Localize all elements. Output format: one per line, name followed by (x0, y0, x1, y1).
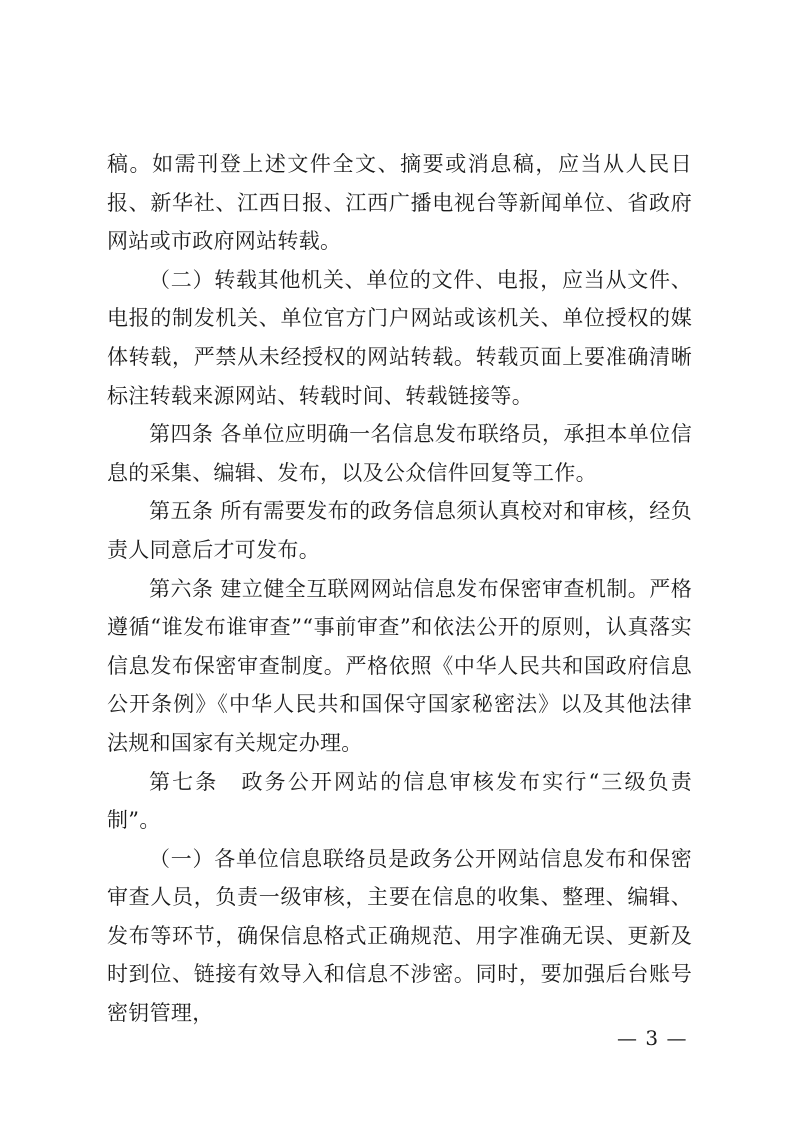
paragraph-item-one: （一）各单位信息联络员是政务公开网站信息发布和保密审查人员，负责一级审核，主要在信息的收集、整理、编辑、发布等环节，确保信息格式正确规范、用字准确无误、更新及时到位、链接有效导入和信息不涉密。同时，要加强后台账号密钥管理， (107, 846, 692, 1026)
paragraph-item-two: （二）转载其他机关、单位的文件、电报，应当从文件、电报的制发机关、单位官方门户网站或该机关、单位授权的媒体转载，严禁从未经授权的网站转载。转载页面上要准确清晰标注转载来源网站、转载时间、转载链接等。 (107, 267, 692, 408)
page-number: — 3 — (617, 1026, 688, 1050)
document-body (107, 145, 692, 1033)
paragraph-article-five: 第五条 所有需要发布的政务信息须认真校对和审核，经负责人同意后才可发布。 (107, 499, 692, 562)
paragraph-article-four: 第四条 各单位应明确一名信息发布联络员，承担本单位信息的采集、编辑、发布，以及公众信件回复等工作。 (107, 422, 692, 485)
paragraph-article-six: 第六条 建立健全互联网网站信息发布保密审查机制。严格遵循“谁发布谁审查”“事前审查”和依法公开的原则，认真落实信息发布保密审查制度。严格依照《中华人民共和国政府信息公开条例》《中华人民共和国保守国家秘密法》以及其他法律法规和国家有关规定办理。 (107, 576, 692, 755)
paragraph-continuation: 稿。如需刊登上述文件全文、摘要或消息稿，应当从人民日报、新华社、江西日报、江西广播电视台等新闻单位、省政府网站或市政府网站转载。 (107, 152, 692, 254)
paragraph-article-seven: 第七条 政务公开网站的信息审核发布实行“三级负责制”。 (107, 769, 692, 833)
